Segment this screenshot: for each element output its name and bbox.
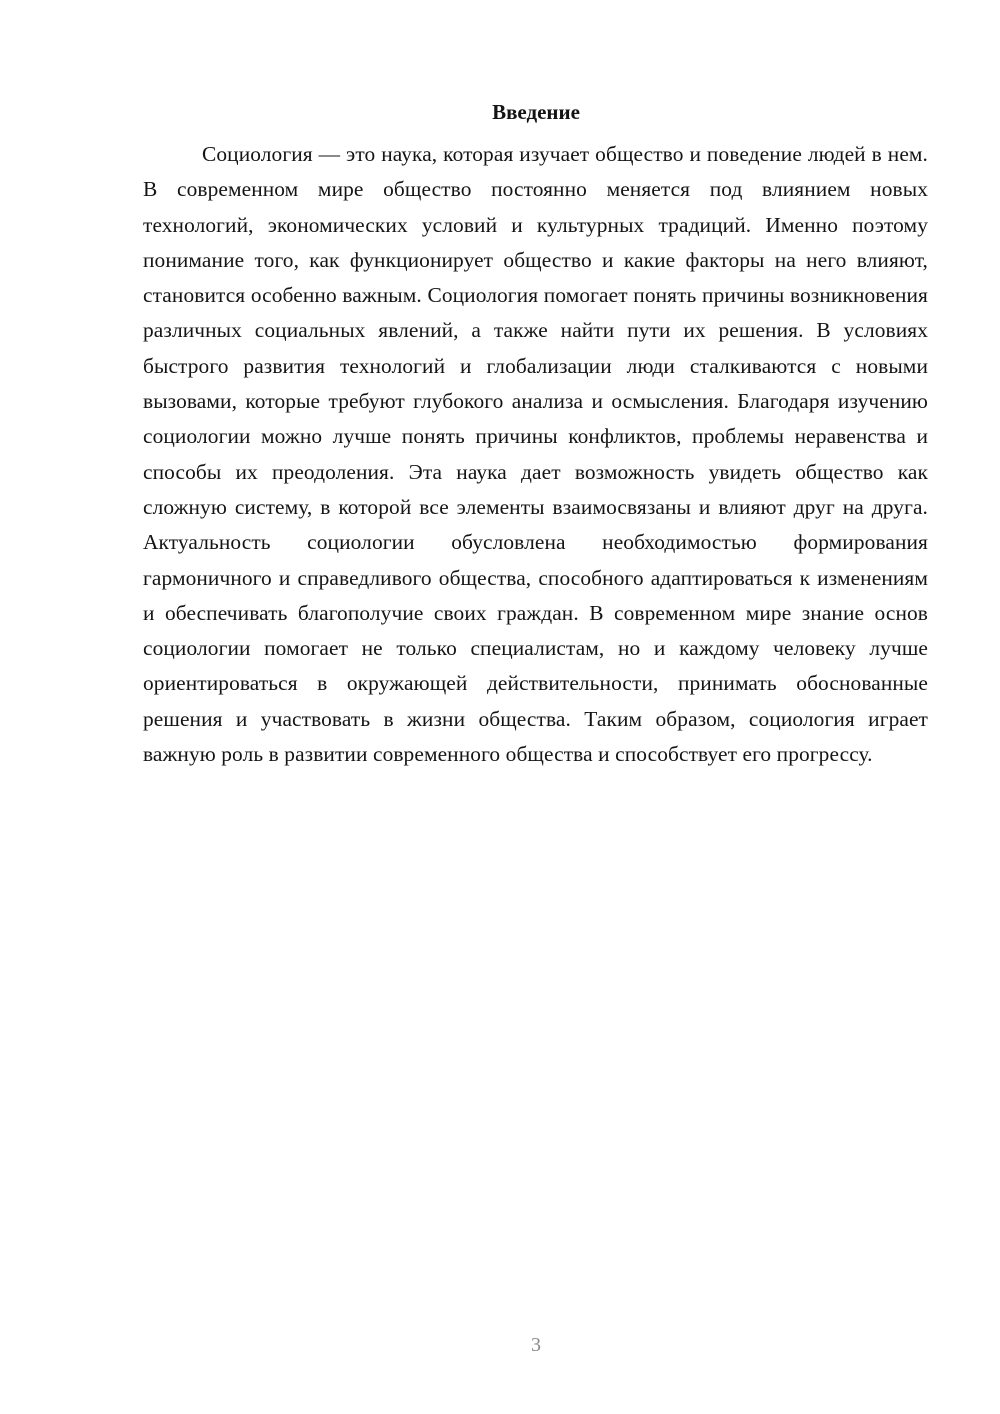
section-heading: Введение	[492, 100, 580, 124]
body-paragraph: Социология — это наука, которая изучает общество и поведение людей в нем. В современном мире общество постоянно меняется под влиянием новых технологий, экономических условий и культурных традиций. Именно поэтому понимание того, как функционирует общество и какие факторы на него влияют, становится особенно важным. Социология помогает понять причины возникновения различных социальных явлений, а также найти пути их решения. В условиях быстрого развития технологий и глобализации люди сталкиваются с новыми вызовами, которые требуют глубокого анализа и осмысления. Благодаря изучению социологии можно лучше понять причины конфликтов, проблемы неравенства и способы их преодоления. Эта наука дает возможность увидеть общество как сложную систему, в которой все элементы взаимосвязаны и влияют друг на друга. Актуальность социологии обусловлена необходимостью формирования гармоничного и справедливого общества, способного адаптироваться к изменениям и обеспечивать благополучие своих граждан. В современном мире знание основ социологии помогает не только специалистам, но и каждому человеку лучше ориентироваться в окружающей действительности, принимать обоснованные решения и участвовать в жизни общества. Таким образом, социология играет важную роль в развитии современного общества и способствует его прогрессу.	[143, 142, 928, 767]
page-content	[143, 97, 928, 772]
page-number: 3	[531, 1334, 541, 1356]
